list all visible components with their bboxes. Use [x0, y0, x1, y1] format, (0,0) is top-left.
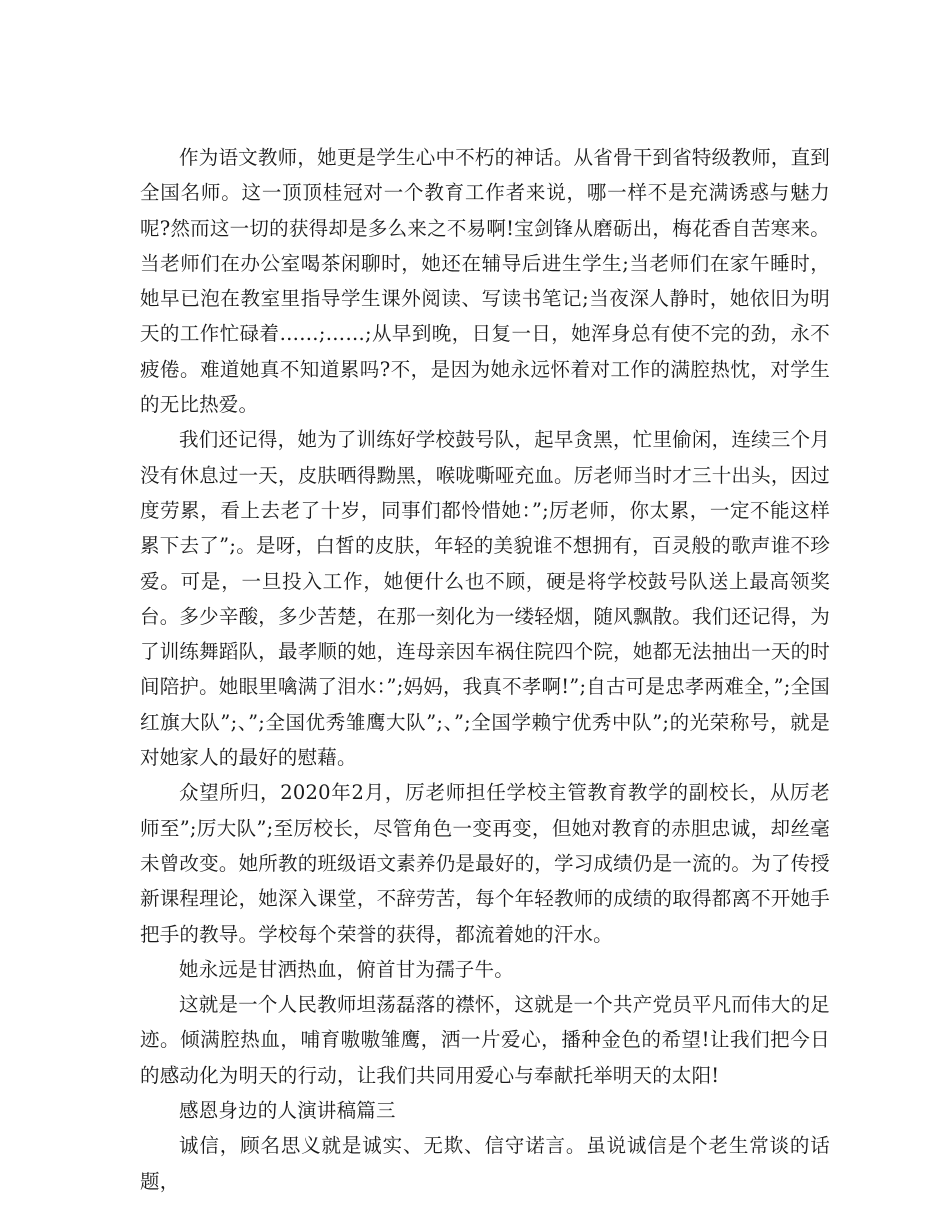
paragraph-honesty: 诚信，顾名思义就是诚实、无欺、信守诺言。虽说诚信是个老生常谈的话题， [140, 1134, 830, 1193]
section-heading: 感恩身边的人演讲稿篇三 [179, 1099, 396, 1123]
paragraph-devotion: 她永远是甘洒热血，俯首甘为孺子牛。 [179, 957, 514, 981]
paragraph-conclusion: 这就是一个人民教师坦荡磊落的襟怀，这就是一个共产党员平凡而伟大的足迹。倾满腔热血，哺育嗷嗷雏鹰，洒一片爱心，播种金色的希望!让我们把今日的感动化为明天的行动，让我们共同用爱心与奉献托举明天的太阳! [140, 993, 830, 1087]
paragraph-drum-team: 我们还记得，她为了训练好学校鼓号队，起早贪黑，忙里偷闲，连续三个月没有休息过一天，皮肤晒得黝黑，喉咙嘶哑充血。厉老师当时才三十出头，因过度劳累，看上去老了十岁，同事们都怜惜她：”;厉老师，你太累，一定不能这样累下去了”;。是呀，白皙的皮肤，年轻的美貌谁不想拥有，百灵般的歌声谁不珍爱。可是，一旦投入工作，她便什么也不顾，硬是将学校鼓号队送上最高领奖台。多少辛酸，多少苦楚，在那一刻化为一缕轻烟，随风飘散。我们还记得，为了训练舞蹈队，最孝顺的她，连母亲因车祸住院四个院，她都无法抽出一天的时间陪护。她眼里噙满了泪水：”;妈妈，我真不孝啊!”;自古可是忠孝两难全，”;全国红旗大队”;、”;全国优秀雏鹰大队”;、”;全国学赖宁优秀中队”;的光荣称号，就是对她家人的最好的慰藉。 [140, 428, 830, 770]
paragraph-vice-principal: 众望所归，2020年2月，厉老师担任学校主管教育教学的副校长，从厉老师至”;厉大队”;至厉校长，尽管角色一变再变，但她对教育的赤胆忠诚，却丝毫未曾改变。她所教的班级语文素养仍是最好的，学习成绩仍是一流的。为了传授新课程理论，她深入课堂，不辞劳苦，每个年轻教师的成绩的取得都离不开她手把手的教导。学校每个荣誉的获得，都流着她的汗水。 [140, 781, 830, 946]
document-body [140, 140, 830, 1199]
paragraph-teacher-myth: 作为语文教师，她更是学生心中不朽的神话。从省骨干到省特级教师，直到全国名师。这一顶顶桂冠对一个教育工作者来说，哪一样不是充满诱惑与魅力呢?然而这一切的获得却是多么来之不易啊!宝剑锋从磨砺出，梅花香自苦寒来。当老师们在办公室喝茶闲聊时，她还在辅导后进生学生;当老师们在家午睡时，她早已泡在教室里指导学生课外阅读、写读书笔记;当夜深人静时，她依旧为明天的工作忙碌着……;……;从早到晚，日复一日，她浑身总有使不完的劲，永不疲倦。难道她真不知道累吗?不，是因为她永远怀着对工作的满腔热忱，对学生的无比热爱。 [140, 146, 830, 417]
